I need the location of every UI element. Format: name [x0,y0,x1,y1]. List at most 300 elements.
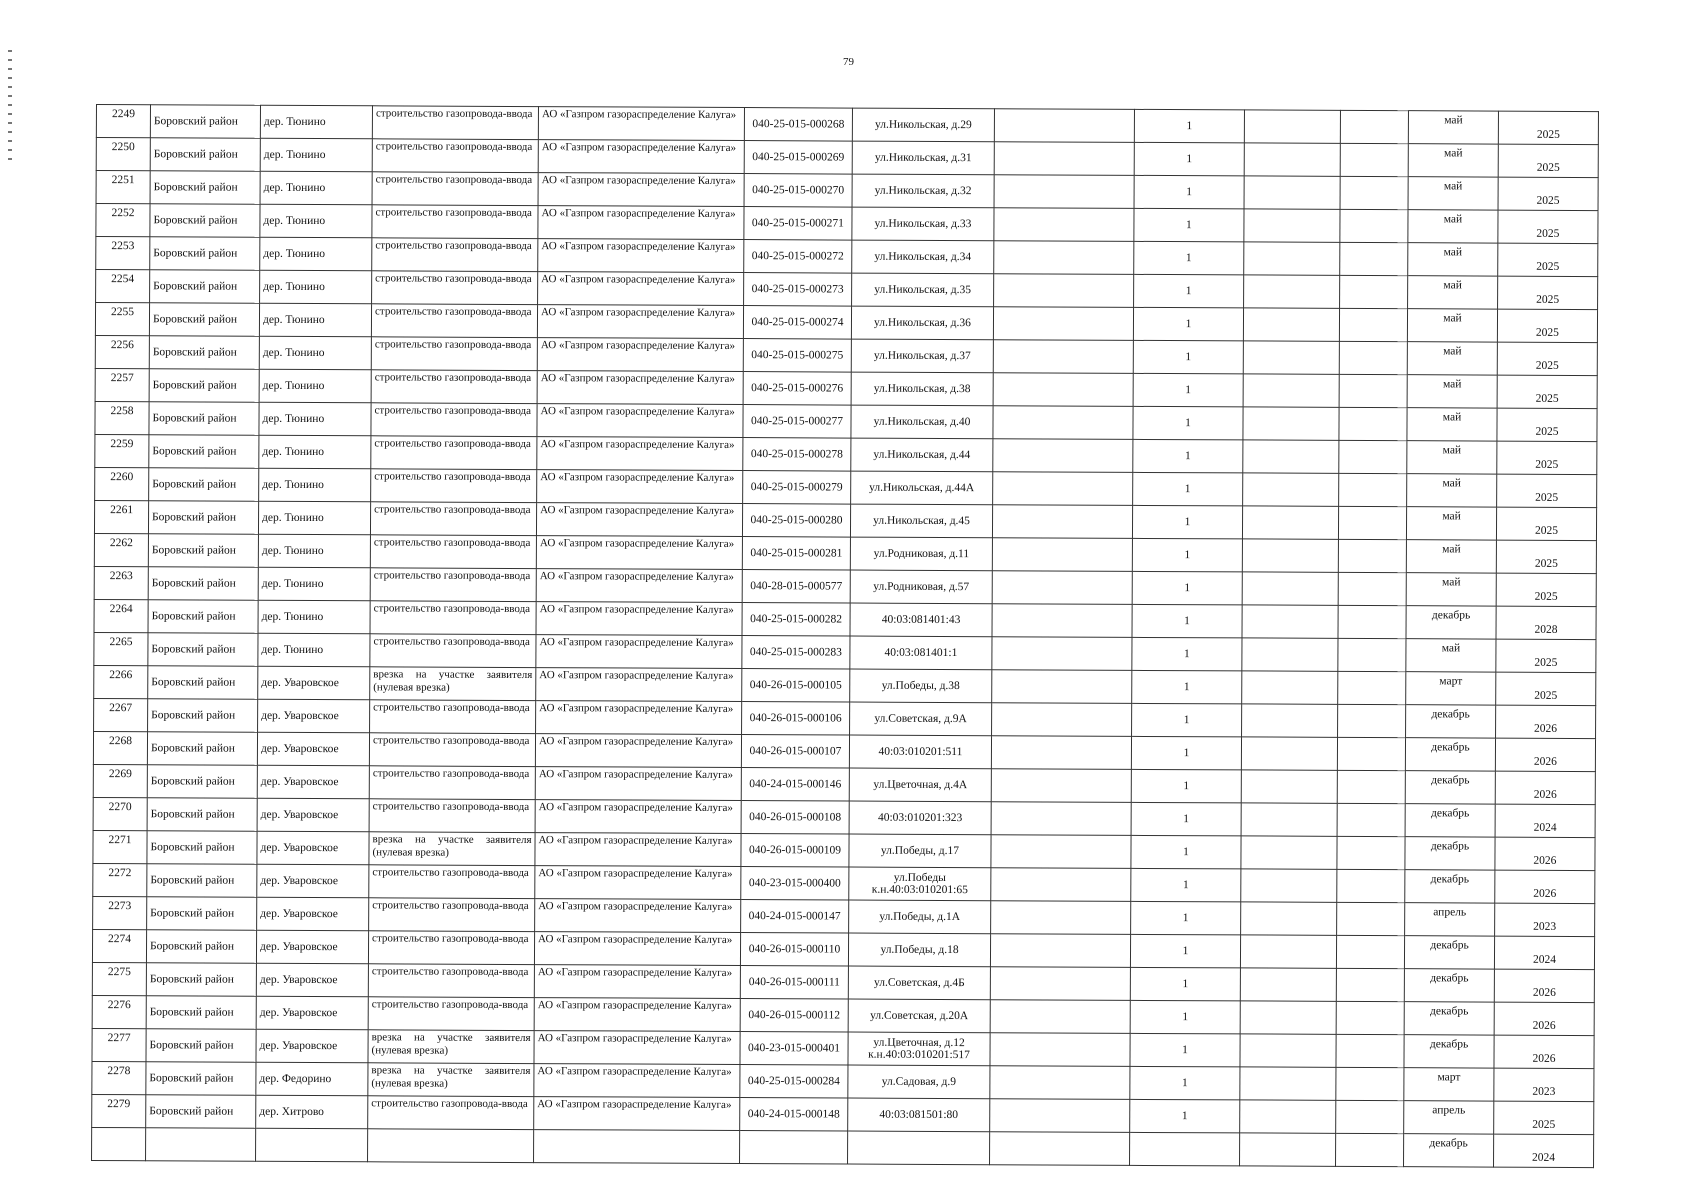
year-cell: 2025 [1496,639,1596,672]
organization-cell: АО «Газпром газораспределение Калуга» [538,173,744,207]
settlement-cell: дер. Федорино [256,1062,368,1096]
month-cell: апрель [1404,1101,1494,1134]
empty-cell [1338,704,1406,737]
empty-cell [990,1132,1130,1166]
empty-cell [992,571,1132,605]
empty-cell [994,109,1134,143]
organization-cell: АО «Газпром газораспределение Калуга» [535,734,741,768]
work-type-cell: строительство газопровода-ввода [370,601,536,635]
empty-cell [992,637,1132,671]
organization-cell: АО «Газпром газораспределение Калуга» [537,470,743,504]
month-cell: декабрь [1404,936,1494,969]
year-cell: 2025 [1497,441,1597,474]
quantity-cell: 1 [1134,208,1244,242]
settlement-cell: дер. Тюнино [259,435,371,469]
month-cell: май [1408,276,1498,309]
address-cell: ул.Никольская, д.40 [851,405,993,439]
month-cell: декабрь [1404,1134,1494,1167]
application-code-cell: 040-25-015-000274 [743,306,851,340]
work-type-cell: строительство газопровода-ввода [372,205,538,239]
empty-cell [1244,176,1340,209]
empty-cell [1336,1034,1404,1067]
work-type-cell: строительство газопровода-ввода [372,172,538,206]
empty-cell [991,868,1131,902]
year-cell: 2025 [1494,1101,1594,1134]
empty-cell [993,373,1133,407]
row-number: 2261 [94,500,148,533]
address-cell: ул.Никольская, д.29 [852,108,994,142]
month-cell: декабрь [1404,1002,1494,1035]
organization-cell: АО «Газпром газораспределение Калуга» [534,1031,740,1065]
settlement-cell: дер. Тюнино [258,534,370,568]
quantity-cell: 1 [1133,307,1243,341]
organization-cell: АО «Газпром газораспределение Калуга» [535,833,741,867]
row-number: 2252 [96,204,150,237]
empty-cell [1244,143,1340,176]
empty-cell [1241,836,1337,869]
application-code-cell: 040-26-015-000112 [740,999,848,1033]
empty-cell [1336,1100,1404,1133]
organization-cell: АО «Газпром газораспределение Калуга» [538,140,744,174]
organization-cell: АО «Газпром газораспределение Калуга» [536,569,742,603]
empty-cell [1340,209,1408,242]
empty-cell [1340,176,1408,209]
quantity-cell: 1 [1132,571,1242,605]
work-type-cell: строительство газопровода-ввода [368,931,534,965]
month-cell: декабрь [1405,870,1495,903]
empty-cell [1338,638,1406,671]
empty-cell [990,1000,1130,1034]
quantity-cell: 1 [1130,934,1240,968]
application-code-cell: 040-26-015-000105 [742,669,850,703]
district-cell: Боровский район [146,963,256,997]
district-cell: Боровский район [146,1095,256,1129]
year-cell: 2025 [1498,210,1598,243]
work-type-cell [368,1129,534,1163]
quantity-cell: 1 [1130,1000,1240,1034]
organization-cell: АО «Газпром газораспределение Калуга» [536,701,742,735]
empty-cell [992,670,1132,704]
work-type-cell: строительство газопровода-ввода [368,1096,534,1130]
district-cell: Боровский район [146,1029,256,1063]
empty-cell [1340,143,1408,176]
empty-cell [1240,1034,1336,1067]
work-type-cell: врезка на участке заявителя (нулевая врезка) [370,667,536,701]
empty-cell [1240,1133,1336,1166]
page-number: 79 [843,56,854,68]
application-code-cell: 040-25-015-000280 [742,504,850,538]
empty-cell [1243,308,1339,341]
row-number: 2268 [93,731,147,764]
work-type-cell: строительство газопровода-ввода [372,271,538,305]
application-code-cell: 040-25-015-000283 [742,636,850,670]
empty-cell [1337,869,1405,902]
work-type-cell: строительство газопровода-ввода [371,403,537,437]
row-number: 2270 [93,797,147,830]
empty-cell [1243,473,1339,506]
work-type-cell: строительство газопровода-ввода [371,436,537,470]
empty-cell [1241,869,1337,902]
application-code-cell: 040-25-015-000284 [740,1065,848,1099]
empty-cell [1339,473,1407,506]
quantity-cell: 1 [1131,868,1241,902]
work-type-cell: строительство газопровода-ввода [372,139,538,173]
quantity-cell: 1 [1133,406,1243,440]
application-code-cell: 040-23-015-000401 [740,1032,848,1066]
organization-cell [534,1130,740,1164]
address-cell: ул.Никольская, д.45 [850,504,992,538]
empty-cell [1241,902,1337,935]
settlement-cell: дер. Тюнино [258,600,370,634]
empty-cell [1337,803,1405,836]
quantity-cell: 1 [1132,505,1242,539]
district-cell: Боровский район [148,666,258,700]
organization-cell: АО «Газпром газораспределение Калуга» [534,965,740,999]
empty-cell [990,934,1130,968]
empty-cell [1338,671,1406,704]
address-cell: ул.Садовая, д.9 [848,1065,990,1099]
application-code-cell: 040-23-015-000400 [741,867,849,901]
empty-cell [1336,1067,1404,1100]
year-cell: 2025 [1497,309,1597,342]
work-type-cell: строительство газопровода-ввода [370,700,536,734]
settlement-cell: дер. Уваровское [256,1029,368,1063]
empty-cell [1336,935,1404,968]
application-code-cell: 040-24-015-000147 [741,900,849,934]
empty-cell [1242,704,1338,737]
empty-cell [993,439,1133,473]
settlement-cell: дер. Тюнино [260,171,372,205]
row-number: 2251 [96,171,150,204]
quantity-cell: 1 [1132,538,1242,572]
month-cell: май [1406,639,1496,672]
empty-cell [994,241,1134,275]
empty-cell [994,274,1134,308]
month-cell: декабрь [1406,705,1496,738]
empty-cell [1336,968,1404,1001]
address-cell: ул.Советская, д.20А [848,999,990,1033]
row-number: 2253 [96,237,150,270]
district-cell: Боровский район [147,732,257,766]
district-cell: Боровский район [147,765,257,799]
month-cell: май [1408,243,1498,276]
empty-cell [1339,341,1407,374]
row-number: 2249 [96,105,150,138]
quantity-cell [1130,1132,1240,1166]
district-cell: Боровский район [148,501,258,535]
quantity-cell: 1 [1133,373,1243,407]
organization-cell: АО «Газпром газораспределение Калуга» [534,998,740,1032]
district-cell: Боровский район [148,534,258,568]
application-code-cell: 040-28-015-000577 [742,570,850,604]
empty-cell [1243,341,1339,374]
schedule-sheet [91,104,1598,1168]
organization-cell: АО «Газпром газораспределение Калуга» [537,305,743,339]
empty-cell [1339,440,1407,473]
empty-cell [1240,968,1336,1001]
month-cell: декабрь [1404,969,1494,1002]
address-cell: ул.Победы, д.38 [850,669,992,703]
month-cell: март [1406,672,1496,705]
empty-cell [1242,539,1338,572]
address-cell: ул.Победы, д.1А [849,900,991,934]
row-number: 2266 [94,665,148,698]
quantity-cell: 1 [1131,835,1241,869]
application-code-cell: 040-26-015-000106 [742,702,850,736]
district-cell: Боровский район [148,699,258,733]
district-cell: Боровский район [150,237,260,271]
settlement-cell: дер. Тюнино [259,402,371,436]
settlement-cell: дер. Тюнино [260,270,372,304]
year-cell: 2025 [1497,408,1597,441]
quantity-cell: 1 [1134,109,1244,143]
row-number: 2256 [95,335,149,368]
organization-cell: АО «Газпром газораспределение Калуга» [537,404,743,438]
empty-cell [1337,737,1405,770]
empty-cell [1340,110,1408,143]
empty-cell [993,307,1133,341]
empty-cell [1337,836,1405,869]
address-cell: 40:03:081401:43 [850,603,992,637]
quantity-cell: 1 [1131,736,1241,770]
row-number: 2273 [93,896,147,929]
year-cell: 2024 [1494,936,1594,969]
year-cell: 2026 [1495,870,1595,903]
work-type-cell: строительство газопровода-ввода [369,766,535,800]
organization-cell: АО «Газпром газораспределение Калуга» [536,635,742,669]
quantity-cell: 1 [1133,472,1243,506]
quantity-cell: 1 [1132,637,1242,671]
work-type-cell: строительство газопровода-ввода [370,502,536,536]
row-number [92,1127,146,1160]
district-cell: Боровский район [148,600,258,634]
application-code-cell: 040-26-015-000110 [740,933,848,967]
empty-cell [1339,374,1407,407]
settlement-cell: дер. Тюнино [259,303,371,337]
quantity-cell: 1 [1132,703,1242,737]
address-cell: ул.Никольская, д.37 [851,339,993,373]
district-cell: Боровский район [150,204,260,238]
year-cell: 2026 [1494,969,1594,1002]
address-cell: ул.Никольская, д.35 [852,273,994,307]
empty-cell [1338,506,1406,539]
settlement-cell: дер. Уваровское [257,897,369,931]
settlement-cell: дер. Тюнино [260,237,372,271]
settlement-cell: дер. Тюнино [258,501,370,535]
empty-cell [1244,275,1340,308]
quantity-cell: 1 [1132,670,1242,704]
year-cell: 2026 [1495,738,1595,771]
quantity-cell: 1 [1134,142,1244,176]
row-number: 2272 [93,863,147,896]
settlement-cell: дер. Уваровское [258,699,370,733]
address-cell: 40:03:081501:80 [848,1098,990,1132]
month-cell: май [1408,177,1498,210]
row-number: 2277 [92,1028,146,1061]
organization-cell: АО «Газпром газораспределение Калуга» [534,932,740,966]
year-cell: 2025 [1496,672,1596,705]
application-code-cell: 040-25-015-000278 [743,438,851,472]
application-code-cell: 040-25-015-000271 [744,207,852,241]
row-number: 2267 [94,698,148,731]
year-cell: 2026 [1495,837,1595,870]
district-cell [146,1128,256,1162]
year-cell: 2025 [1497,375,1597,408]
empty-cell [1243,440,1339,473]
application-code-cell: 040-26-015-000108 [741,801,849,835]
month-cell: май [1408,144,1498,177]
empty-cell [1244,242,1340,275]
month-cell: май [1406,540,1496,573]
quantity-cell: 1 [1134,175,1244,209]
empty-cell [1242,671,1338,704]
organization-cell: АО «Газпром газораспределение Калуга» [538,107,744,141]
district-cell: Боровский район [147,864,257,898]
district-cell: Боровский район [150,138,260,172]
district-cell: Боровский район [148,567,258,601]
quantity-cell: 1 [1134,241,1244,275]
empty-cell [1243,407,1339,440]
settlement-cell: дер. Тюнино [258,567,370,601]
settlement-cell: дер. Уваровское [257,831,369,865]
application-code-cell: 040-25-015-000277 [743,405,851,439]
year-cell: 2026 [1494,1002,1594,1035]
quantity-cell: 1 [1131,901,1241,935]
year-cell: 2026 [1494,1035,1594,1068]
address-cell: ул.Никольская, д.31 [852,141,994,175]
month-cell: декабрь [1405,771,1495,804]
empty-cell [1336,1133,1404,1166]
work-type-cell: врезка на участке заявителя (нулевая врезка) [369,832,535,866]
organization-cell: АО «Газпром газораспределение Калуга» [536,602,742,636]
month-cell: май [1408,111,1498,144]
empty-cell [990,1033,1130,1067]
address-cell: ул.Победы, д.18 [848,933,990,967]
application-code-cell: 040-25-015-000268 [744,108,852,142]
year-cell: 2025 [1497,474,1597,507]
settlement-cell: дер. Уваровское [257,798,369,832]
organization-cell: АО «Газпром газораспределение Калуга» [537,437,743,471]
organization-cell: АО «Газпром газораспределение Калуга» [535,899,741,933]
work-type-cell: строительство газопровода-ввода [371,304,537,338]
quantity-cell: 1 [1130,967,1240,1001]
address-cell: ул.Победы, д.17 [849,834,991,868]
district-cell: Боровский район [146,996,256,1030]
year-cell: 2025 [1498,243,1598,276]
district-cell: Боровский район [149,468,259,502]
quantity-cell: 1 [1131,802,1241,836]
quantity-cell: 1 [1134,274,1244,308]
district-cell: Боровский район [146,1062,256,1096]
month-cell: апрель [1405,903,1495,936]
work-type-cell: строительство газопровода-ввода [369,799,535,833]
settlement-cell: дер. Уваровское [256,963,368,997]
settlement-cell: дер. Уваровское [258,666,370,700]
district-cell: Боровский район [149,303,259,337]
quantity-cell: 1 [1132,604,1242,638]
empty-cell [1339,308,1407,341]
row-number: 2269 [93,764,147,797]
district-cell: Боровский район [149,369,259,403]
empty-cell [1339,407,1407,440]
empty-cell [1340,275,1408,308]
district-cell: Боровский район [146,930,256,964]
organization-cell: АО «Газпром газораспределение Калуга» [535,767,741,801]
settlement-cell: дер. Уваровское [257,864,369,898]
address-cell: 40:03:081401:1 [850,636,992,670]
organization-cell: АО «Газпром газораспределение Калуга» [536,536,742,570]
application-code-cell: 040-25-015-000272 [744,240,852,274]
empty-cell [1240,1001,1336,1034]
empty-cell [994,208,1134,242]
quantity-cell: 1 [1130,1099,1240,1133]
address-cell: ул.Никольская, д.32 [852,174,994,208]
address-cell: 40:03:010201:323 [849,801,991,835]
row-number: 2265 [94,632,148,665]
empty-cell [991,769,1131,803]
row-number: 2263 [94,566,148,599]
district-cell: Боровский район [149,402,259,436]
empty-cell [1241,803,1337,836]
application-code-cell: 040-24-015-000146 [741,768,849,802]
application-code-cell [740,1131,848,1165]
empty-cell [1337,902,1405,935]
work-type-cell: строительство газопровода-ввода [369,865,535,899]
settlement-cell: дер. Тюнино [260,138,372,172]
year-cell: 2025 [1496,540,1596,573]
empty-cell [993,340,1133,374]
quantity-cell: 1 [1133,340,1243,374]
table-row [92,1127,1594,1167]
month-cell: май [1406,507,1496,540]
district-cell: Боровский район [147,897,257,931]
address-cell: ул.Советская, д.9А [850,702,992,736]
organization-cell: АО «Газпром газораспределение Калуга» [536,668,742,702]
row-number: 2276 [92,995,146,1028]
address-cell: ул.Цветочная, д.12 к.н.40:03:010201:517 [848,1032,990,1066]
year-cell: 2025 [1496,573,1596,606]
month-cell: май [1408,210,1498,243]
row-number: 2274 [92,929,146,962]
district-cell: Боровский район [149,336,259,370]
address-cell: ул.Никольская, д.34 [852,240,994,274]
year-cell: 2026 [1496,705,1596,738]
application-code-cell: 040-24-015-000148 [740,1098,848,1132]
address-cell: 40:03:010201:511 [849,735,991,769]
empty-cell [991,736,1131,770]
address-cell: ул.Советская, д.4Б [848,966,990,1000]
application-code-cell: 040-25-015-000270 [744,174,852,208]
row-number: 2271 [93,830,147,863]
month-cell: май [1407,342,1497,375]
empty-cell [991,901,1131,935]
empty-cell [1241,737,1337,770]
settlement-cell: дер. Тюнино [259,336,371,370]
row-number: 2278 [92,1061,146,1094]
address-cell: ул.Родниковая, д.57 [850,570,992,604]
empty-cell [990,1099,1130,1133]
district-cell: Боровский район [149,435,259,469]
empty-cell [1338,539,1406,572]
month-cell: май [1407,408,1497,441]
empty-cell [1242,638,1338,671]
district-cell: Боровский район [148,633,258,667]
work-type-cell: строительство газопровода-ввода [368,964,534,998]
year-cell: 2024 [1495,804,1595,837]
quantity-cell: 1 [1133,439,1243,473]
empty-cell [1240,1100,1336,1133]
month-cell: май [1407,474,1497,507]
